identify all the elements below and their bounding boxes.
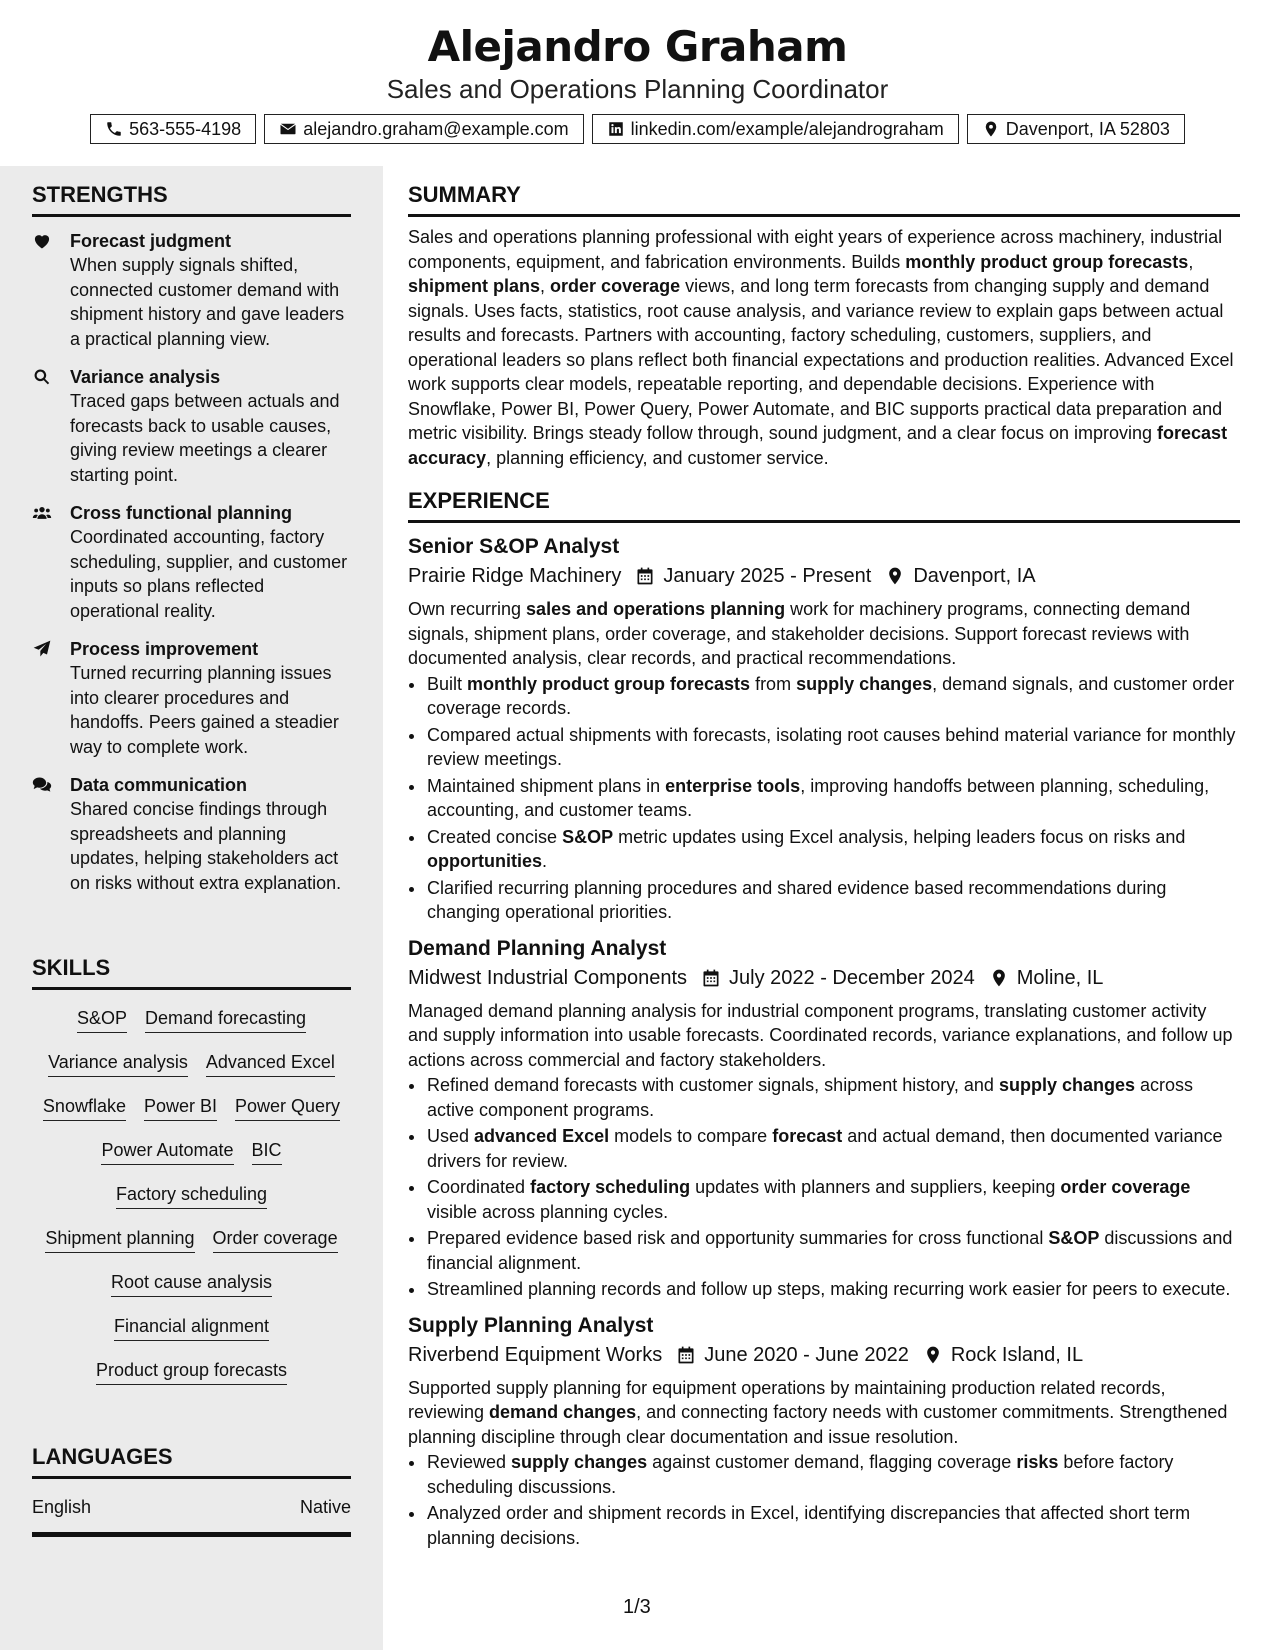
skill-tag: BIC — [252, 1138, 282, 1165]
job-dates: June 2020 - June 2022 — [704, 1343, 909, 1366]
strength-desc: Traced gaps between actuals and forecasts back to usable causes, giving review meetings a clearer starting point. — [70, 391, 340, 485]
page-number: 1/3 — [623, 1596, 651, 1618]
contact-phone-text: 563-555-4198 — [129, 118, 242, 139]
job-bullet: • Reviewed supply changes against customer demand, flagging coverage risks before factory scheduling discussions. — [426, 1450, 1240, 1499]
candidate-title: Sales and Operations Planning Coordinator — [386, 74, 889, 104]
contact-email-text: alejandro.graham@example.com — [303, 118, 569, 139]
job-bullet: • Created concise S&OP metric updates using Excel analysis, helping leaders focus on risks and opportunities. — [426, 825, 1240, 874]
language-level: Native — [299, 1497, 351, 1517]
users-icon — [32, 503, 52, 523]
job-intro: Own recurring sales and operations planning work for machinery programs, connecting demand signals, shipment plans, order coverage, and stakeholder decisions. Support forecast reviews with documented analysis, clear records, and practical recommendations. — [408, 599, 1191, 668]
strength-desc: When supply signals shifted, connected customer demand with shipment history and gave leaders a practical planning view. — [70, 255, 345, 349]
job-entry — [408, 935, 1240, 1302]
job-bullet: • Clarified recurring planning procedures and shared evidence based recommendations during changing operational priorities. — [426, 876, 1240, 925]
job-location: Moline, IL — [1016, 966, 1104, 989]
calendar-icon — [635, 566, 655, 586]
strength-item — [32, 773, 351, 895]
strength-desc: Coordinated accounting, factory scheduling, supplier, and customer inputs so plans reflected operational reality. — [70, 527, 348, 621]
phone-icon — [105, 120, 123, 138]
job-dates: July 2022 - December 2024 — [729, 966, 975, 989]
summary-text: Sales and operations planning professional with eight years of experience across machinery, industrial components, equipment, and fabrication environments. Builds monthly product group forecasts, shipment plans, order coverage views, and long term forecasts from changing supply and demand signals. Uses facts, statistics, root cause analysis, and variance review to explain gaps between actual results and forecasts. Partners with accounting, factory scheduling, customers, suppliers, and operational leaders so plans reflect both financial expectations and production realities. Advanced Excel work supports clear models, repeatable reporting, and dependable decisions. Experience with Snowflake, Power BI, Power Query, Power Automate, and BIC supports practical data preparation and metric visibility. Brings steady follow through, sound judgment, and a clear focus on improving forecast accuracy, planning efficiency, and customer service. — [408, 227, 1234, 468]
strengths-section — [32, 182, 351, 895]
job-bullet: • Analyzed order and shipment records in Excel, identifying discrepancies that affected short term planning decisions. — [426, 1501, 1240, 1550]
job-bullet: • Compared actual shipments with forecasts, isolating root causes behind material variance for monthly review meetings. — [426, 723, 1240, 772]
strengths-heading: STRENGTHS — [32, 182, 351, 217]
job-location: Davenport, IA — [913, 565, 1036, 587]
skill-tag: Order coverage — [213, 1226, 338, 1253]
calendar-icon — [701, 968, 721, 988]
calendar-icon — [676, 1345, 696, 1365]
contact-linkedin-text: linkedin.com/example/alejandrograham — [630, 118, 944, 139]
job-dates: January 2025 - Present — [663, 565, 872, 587]
job-bullet: • Used advanced Excel models to compare forecast and actual demand, then documented variance drivers for review. — [426, 1124, 1240, 1173]
search-icon — [32, 367, 52, 387]
skill-tag: Root cause analysis — [111, 1270, 272, 1297]
skill-tag: Variance analysis — [48, 1050, 188, 1077]
paper-plane-icon — [32, 639, 52, 659]
main-column — [408, 182, 1240, 1552]
strength-item — [32, 501, 351, 623]
skill-tag: Demand forecasting — [145, 1006, 306, 1033]
job-company: Riverbend Equipment Works — [408, 1343, 663, 1366]
strength-title: Variance analysis — [70, 367, 221, 387]
job-entry — [408, 533, 1240, 925]
skills-heading: SKILLS — [32, 955, 351, 990]
skills-list — [32, 1006, 351, 1385]
skill-tag: Power Query — [235, 1094, 340, 1121]
strength-desc: Turned recurring planning issues into clearer procedures and handoffs. Peers gained a steadier way to complete work. — [70, 663, 339, 757]
comments-icon — [32, 775, 52, 795]
skill-tag: Power BI — [144, 1094, 217, 1121]
skill-tag: S&OP — [77, 1006, 127, 1033]
job-title: Supply Planning Analyst — [408, 1313, 654, 1337]
job-intro: Supported supply planning for equipment operations by maintaining production related records, reviewing demand changes, and connecting factory needs with customer commitments. Strengthened planning discipline through clear documentation and issue resolution. — [408, 1377, 1228, 1447]
map-pin-icon — [982, 120, 1000, 138]
contact-bar — [0, 114, 1275, 144]
job-bullet: • Coordinated factory scheduling updates with planners and suppliers, keeping order coverage visible across planning cycles. — [426, 1175, 1240, 1224]
skill-tag: Factory scheduling — [116, 1182, 267, 1209]
language-row — [32, 1497, 351, 1537]
experience-heading: EXPERIENCE — [408, 488, 1240, 523]
strength-title: Data communication — [70, 775, 248, 795]
envelope-icon — [279, 120, 297, 138]
job-bullet: • Streamlined planning records and follow up steps, making recurring work easier for peers to execute. — [426, 1277, 1240, 1302]
strength-title: Process improvement — [70, 639, 259, 659]
job-meta — [408, 1340, 1240, 1370]
skill-tag: Shipment planning — [45, 1226, 194, 1253]
map-pin-icon — [885, 566, 905, 586]
contact-location[interactable] — [967, 114, 1185, 144]
job-company: Midwest Industrial Components — [408, 966, 688, 989]
languages-section — [32, 1444, 351, 1537]
skill-tag: Advanced Excel — [206, 1050, 335, 1077]
map-pin-icon — [989, 968, 1009, 988]
job-bullet: • Built monthly product group forecasts from supply changes, demand signals, and customer order coverage records. — [426, 672, 1240, 721]
strength-item — [32, 637, 351, 759]
heart-icon — [32, 231, 52, 251]
skill-tag: Snowflake — [43, 1094, 126, 1121]
job-bullets — [408, 1073, 1240, 1302]
job-company: Prairie Ridge Machinery — [408, 565, 622, 587]
linkedin-icon — [607, 120, 625, 138]
job-location: Rock Island, IL — [950, 1343, 1084, 1366]
candidate-name: Alejandro Graham — [427, 22, 848, 71]
job-intro: Managed demand planning analysis for industrial component programs, translating customer activity and supply information into usable forecasts. Coordinated records, variance explanations, and follow up actions across commercial and factory stakeholders. — [408, 1000, 1233, 1070]
contact-phone[interactable] — [90, 114, 256, 144]
contact-location-text: Davenport, IA 52803 — [1005, 118, 1170, 139]
strength-title: Forecast judgment — [70, 231, 232, 251]
skill-tag: Power Automate — [101, 1138, 233, 1165]
strength-title: Cross functional planning — [70, 503, 293, 523]
skill-tag: Product group forecasts — [96, 1358, 287, 1385]
languages-heading: LANGUAGES — [32, 1444, 351, 1479]
job-bullets — [408, 672, 1240, 925]
strength-desc: Shared concise findings through spreadsheets and planning updates, helping stakeholders act on risks without extra explanation. — [70, 799, 342, 893]
job-title: Demand Planning Analyst — [408, 936, 667, 960]
skills-section — [32, 955, 351, 1385]
job-entry — [408, 1312, 1240, 1551]
strength-item — [32, 365, 351, 487]
language-name: English — [32, 1497, 92, 1517]
job-bullet: • Maintained shipment plans in enterprise tools, improving handoffs between planning, scheduling, accounting, and customer teams. — [426, 774, 1240, 823]
skill-tag: Financial alignment — [114, 1314, 269, 1341]
contact-linkedin[interactable] — [592, 114, 959, 144]
summary-heading: SUMMARY — [408, 182, 1240, 217]
job-meta — [408, 561, 1240, 591]
job-bullets — [408, 1450, 1240, 1550]
job-bullet: • Refined demand forecasts with customer signals, shipment history, and supply changes across active component programs. — [426, 1073, 1240, 1122]
contact-email[interactable] — [264, 114, 583, 144]
map-pin-icon — [923, 1345, 943, 1365]
job-meta — [408, 963, 1240, 993]
strength-item — [32, 229, 351, 351]
job-bullet: • Prepared evidence based risk and opportunity summaries for cross functional S&OP discussions and financial alignment. — [426, 1226, 1240, 1275]
job-title: Senior S&OP Analyst — [408, 535, 620, 558]
